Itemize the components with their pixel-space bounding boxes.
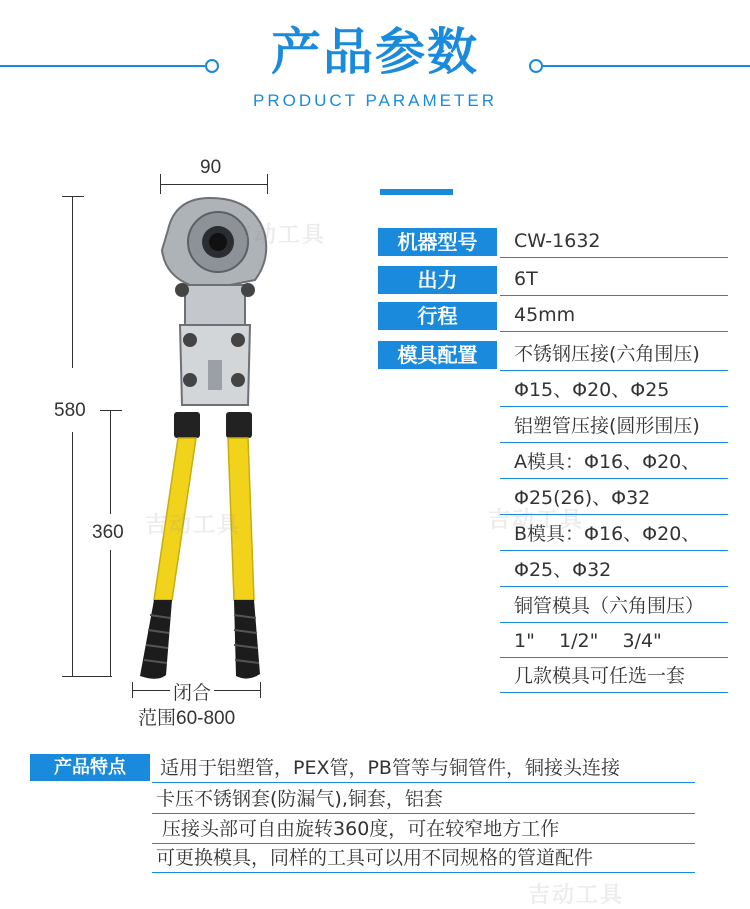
- dimension-width-line: [160, 184, 268, 185]
- dimension-total-line-bottom: [72, 432, 73, 676]
- page-subtitle: PRODUCT PARAMETER: [252, 91, 497, 110]
- dimension-total-tick-top: [62, 196, 84, 197]
- mold-line: 铜管模具（六角围压）: [500, 589, 728, 623]
- grip-left: [140, 600, 172, 679]
- feature-line: 压接头部可自由旋转360度，可在较窄地方工作: [152, 814, 695, 844]
- specs-accent-bar: [380, 189, 453, 195]
- dimension-closure-label-2: 范围60-800: [138, 708, 236, 729]
- dimension-closure-label-1: 闭合: [170, 678, 214, 705]
- tool-body: [180, 325, 250, 405]
- dimension-closure-tick-left: [132, 682, 133, 698]
- watermark: 吉动工具: [145, 513, 242, 538]
- header-dot-right: [529, 59, 543, 73]
- spec-value-model: CW-1632: [500, 224, 728, 258]
- dimension-width-tick-left: [160, 174, 161, 194]
- dimension-handle-tick-top: [100, 410, 122, 411]
- spec-label-molds: 模具配置: [378, 341, 497, 369]
- mold-line: A模具：Φ16、Φ20、: [500, 445, 728, 479]
- feature-line: 可更换模具，同样的工具可以用不同规格的管道配件: [152, 843, 695, 873]
- page-title: 产品参数: [271, 23, 479, 81]
- dimension-total-tick-bottom: [62, 676, 112, 677]
- spec-value-stroke: 45mm: [500, 298, 728, 332]
- mold-line: Φ15、Φ20、Φ25: [500, 373, 728, 407]
- feature-line: 卡压不锈钢套(防漏气),铜套，铝套: [152, 784, 695, 814]
- dimension-total-label: 580: [54, 400, 86, 421]
- feature-line: 适用于铝塑管，PEX管，PB管等与铜管件，铜接头连接: [152, 753, 695, 783]
- crimping-tool-image: [120, 190, 290, 690]
- mold-line: Φ25、Φ32: [500, 553, 728, 587]
- dimension-width-tick-right: [267, 174, 268, 194]
- header-line-right: [543, 65, 750, 67]
- mold-line: B模具：Φ16、Φ20、: [500, 517, 728, 551]
- mold-line: Φ25(26)、Φ32: [500, 481, 728, 515]
- spec-label-model: 机器型号: [378, 228, 497, 256]
- spec-label-stroke: 行程: [378, 302, 497, 330]
- dimension-handle-line-top: [110, 410, 111, 514]
- dimension-handle-line-bottom: [110, 550, 111, 676]
- spec-value-molds: 不锈钢压接(六角围压): [500, 337, 728, 371]
- dimension-handle-label: 360: [92, 522, 124, 543]
- mold-line: 1" 1/2" 3/4": [500, 624, 728, 658]
- collar-right: [226, 412, 252, 438]
- watermark: 吉动工具: [528, 883, 625, 908]
- watermark: 吉动工具: [488, 508, 585, 533]
- spec-value-force: 6T: [500, 262, 728, 296]
- dimension-width-label: 90: [200, 157, 222, 178]
- spec-label-force: 出力: [378, 266, 497, 294]
- collar-left: [174, 412, 200, 438]
- watermark: 吉动工具: [230, 223, 327, 248]
- grip-right: [234, 600, 260, 679]
- dimension-closure-tick-right: [260, 682, 261, 698]
- dimension-total-line-top: [72, 196, 73, 368]
- mold-line: 铝塑管压接(圆形围压): [500, 409, 728, 443]
- mold-line: 几款模具可任选一套: [500, 659, 728, 693]
- features-label: 产品特点: [30, 754, 150, 781]
- header-line-left: [0, 65, 205, 67]
